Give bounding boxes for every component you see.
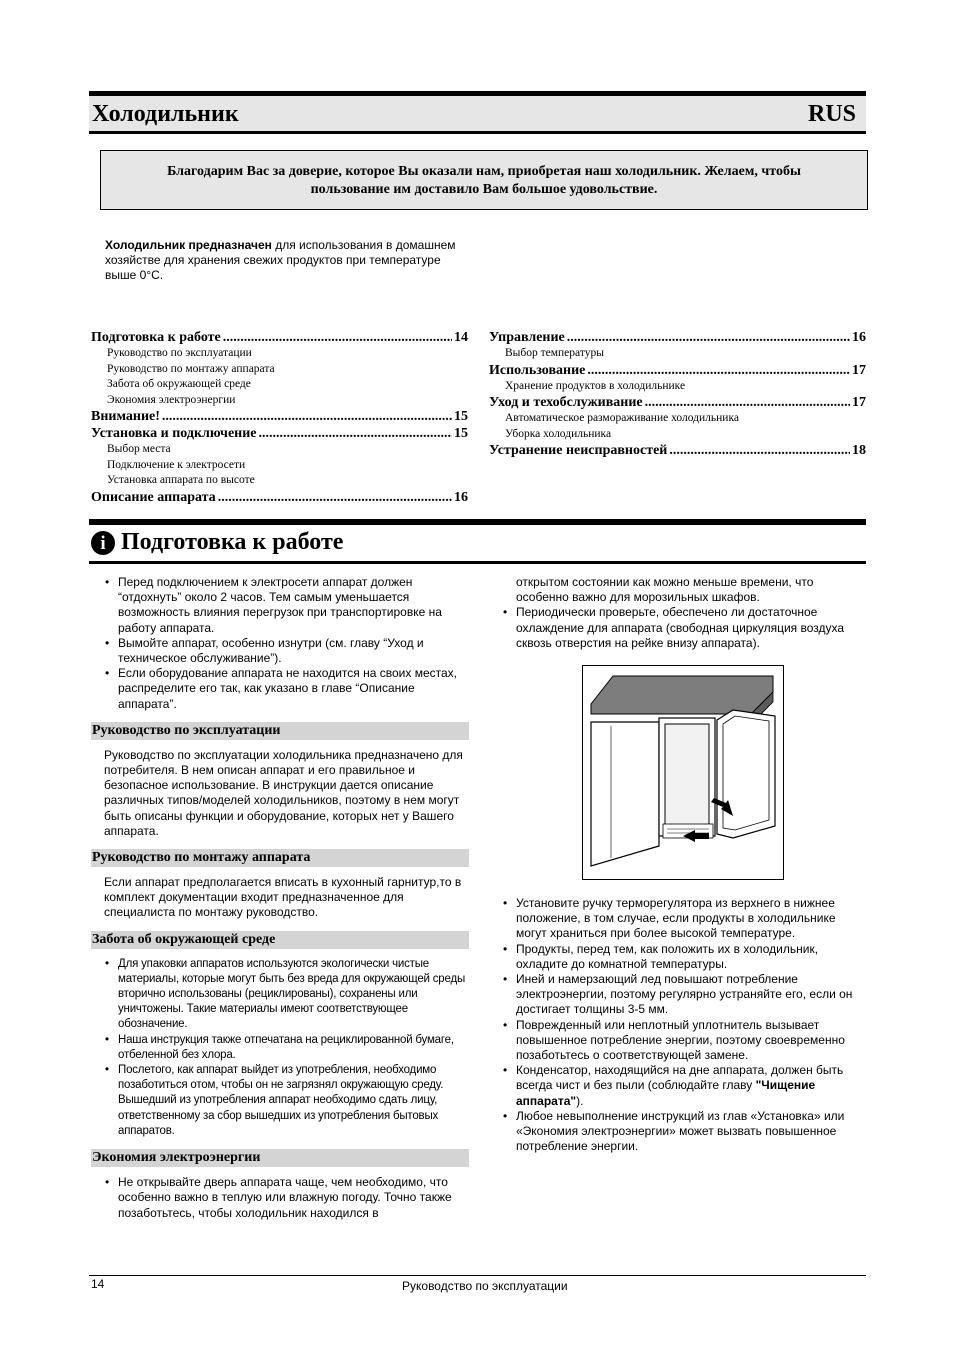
toc-entry-page: 16: [852, 330, 866, 345]
condenser-text: Конденсатор, находящийся на дне аппарата, должен быть всегда чист и без пыли (соблюдайте главу: [516, 1063, 844, 1093]
ventilation-bullet-list: [489, 605, 866, 651]
toc-subentry: Руководство по эксплуатации: [107, 347, 252, 359]
toc-leader-dots: [162, 408, 452, 425]
install-manual-text: Если аппарат предполагается вписать в кухонный гарнитур,то в комплект документации входит предназначенное для специалиста по монтажу руководство.: [104, 875, 462, 920]
toc-entry-title: Подготовка к работе: [91, 330, 221, 345]
language-code: RUS: [807, 101, 856, 127]
toc-subentry: Выбор температуры: [505, 347, 604, 359]
toc-entry-title: Уход и техобслуживание: [489, 395, 643, 410]
page-title: Холодильник: [92, 101, 239, 127]
toc-subentry: Хранение продуктов в холодильнике: [505, 379, 686, 392]
toc-entry: [91, 489, 468, 506]
subheading-install-manual: Руководство по монтажу аппарата: [91, 849, 469, 867]
bullet-item: • Продукты, перед тем, как положить их в холодильник, охладите до комнатной температуры.: [489, 942, 866, 972]
toc-subentry: Руководство по монтажу аппарата: [107, 362, 275, 375]
toc-entry-page: 18: [852, 443, 866, 458]
toc-entry-page: 14: [454, 330, 468, 345]
thanks-box: [100, 150, 868, 210]
toc-entry-title: Внимание!: [91, 409, 160, 424]
bullet-item: • Периодически проверьте, обеспечено ли достаточное охлаждение для аппарата (свободная циркуляция воздуха сквозь отверстия на рейке внизу аппарата).: [489, 605, 866, 651]
fridge-drawing: [583, 666, 783, 879]
bullet-item-condenser: [489, 1063, 866, 1109]
chapter-reference: "Чищение аппарата": [516, 1078, 816, 1108]
bullet-item: • Поврежденный или неплотный уплотнитель вызывает повышенное потребление энергии, поэтому своевременно позаботьтесь о соответствующей замене.: [489, 1018, 866, 1064]
subheading-user-manual: Руководство по эксплуатации: [91, 722, 469, 740]
energy-tips-bullet-list: [489, 896, 866, 1154]
bullet-item: • Если оборудование аппарата не находится на своих местах, распределите его так, как указано в главе “Описание аппарата”.: [91, 666, 469, 712]
subheading-energy-saving: Экономия электроэнергии: [91, 1149, 469, 1167]
environment-bullet-list: [91, 957, 469, 1139]
toc-subentry: Выбор места: [107, 443, 171, 455]
toc-entry: [91, 408, 468, 425]
toc-entry-title: Описание аппарата: [91, 489, 216, 505]
toc-entry-page: 16: [454, 489, 468, 505]
user-manual-text: Руководство по эксплуатации холодильника предназначено для потребителя. В нем описан аппарат и его правильное и безопасное использование. В инструкции дается описание различных типов/моделей холодильников, поэтому в нем могут быть описаны функции и оборудование, которых нет у Вашего аппарата.: [104, 747, 463, 838]
toc-left-column: [91, 329, 468, 506]
toc-subentry: Установка аппарата по высоте: [107, 474, 255, 486]
toc-leader-dots: [223, 329, 452, 346]
toc-entry-title: Устранение неисправностей: [489, 443, 668, 458]
toc-entry-page: 17: [852, 395, 866, 410]
subheading-environment: Забота об окружающей среде: [91, 931, 469, 949]
toc-entry: [489, 362, 866, 379]
right-column-bottom: [489, 896, 866, 1154]
page-number: 14: [91, 1277, 105, 1291]
continued-text: открытом состоянии как можно меньше времени, что особенно важно для морозильных шкафов.: [516, 575, 814, 605]
bullet-item: • Для упаковки аппаратов используются экологически чистые материалы, которые могут быть без вреда для окружающей среды вторично использованы (рециклированы), сохранены или уничтожены. Такие материалы имеют соответствующее обозначение.: [91, 957, 469, 1033]
toc-leader-dots: [645, 394, 850, 411]
bullet-item: • Перед подключением к электросети аппарат должен “отдохнуть” около 2 часов. Тем самым уменьшается возможность влияния перегрузок при транспортировке на работу аппарата.: [91, 575, 469, 636]
toc-entry: [91, 425, 468, 442]
toc-entry-page: 15: [454, 409, 468, 424]
footer-text: Руководство по эксплуатации: [402, 1279, 568, 1293]
bullet-item: • Вымойте аппарат, особенно изнутри (см. главу “Уход и техническое обслуживание”).: [91, 636, 469, 666]
toc-leader-dots: [567, 329, 850, 346]
info-icon: i: [91, 531, 115, 555]
toc-right-column: [489, 329, 866, 459]
toc-entry-page: 15: [454, 426, 468, 441]
toc-entry-title: Использование: [489, 362, 586, 378]
right-column-top: [489, 575, 866, 651]
energy-bullet-list: [91, 1175, 469, 1221]
bullet-item: • Установите ручку терморегулятора из верхнего в нижнее положение, в том случае, если продукты в холодильнике могут храниться при более высокой температуре.: [489, 896, 866, 942]
intro-rest: для использования в домашнем хозяйстве для хранения свежих продуктов при температуре выше 0°C.: [105, 238, 456, 282]
toc-leader-dots: [218, 489, 452, 506]
toc-entry: [489, 394, 866, 411]
toc-subentry: Уборка холодильника: [505, 427, 612, 440]
toc-subentry: Подключение к электросети: [107, 458, 246, 471]
toc-subentry: Автоматическое размораживание холодильника: [505, 412, 739, 424]
header-bar: [89, 91, 866, 134]
toc-leader-dots: [259, 425, 452, 442]
bullet-item: • Любое невыполнение инструкций из глав «Установка» или «Экономия электроэнергии» может вызвать повышенное потребление энергии.: [489, 1109, 866, 1155]
section-header: [89, 519, 866, 564]
left-column: [91, 575, 469, 1221]
intro-text: [105, 238, 470, 283]
toc-entry: [91, 329, 468, 346]
toc-entry: [489, 329, 866, 346]
toc-subentry: Забота об окружающей среде: [107, 378, 251, 390]
section-title: Подготовка к работе: [121, 529, 344, 555]
bullet-item: • Иней и намерзающий лед повышают потребление электроэнергии, поэтому регулярно устраняйте его, если он достигает толщины 3-5 мм.: [489, 972, 866, 1018]
condenser-text-end: ).: [576, 1093, 584, 1108]
bullet-item: • Послетого, как аппарат выйдет из употребления, необходимо позаботиться отом, чтобы он не загрязнял окружающую среду. Вышедший из употребления аппарат необходимо сдать лицу, ответственному за сбор вышедших из употребления бытовых аппаратов.: [91, 1063, 469, 1139]
thanks-line-2: пользование им доставило Вам большое удовольствие.: [310, 182, 658, 197]
intro-bold: Холодильник предназначен: [105, 238, 272, 252]
toc-leader-dots: [669, 442, 850, 459]
bullet-item: • Наша инструкция также отпечатана на рециклированной бумаге, отбеленной без хлора.: [91, 1033, 469, 1063]
toc-entry-title: Управление: [489, 330, 565, 345]
thanks-line-1: Благодарим Вас за доверие, которое Вы оказали нам, приобретая наш холодильник. Желаем, чтобы: [167, 164, 801, 179]
toc-leader-dots: [587, 362, 850, 379]
bullet-item: • Не открывайте дверь аппарата чаще, чем необходимо, что особенно важно в теплую или влажную погоду. Точно также позаботьтесь, чтобы холодильник находился в: [91, 1175, 469, 1221]
toc-entry-page: 17: [852, 362, 866, 378]
footer-rule: [89, 1275, 866, 1276]
toc-subentry: Экономия электроэнергии: [107, 393, 236, 406]
toc-entry-title: Установка и подключение: [91, 426, 257, 441]
toc-entry: [489, 442, 866, 459]
prep-bullet-list: [91, 575, 469, 712]
fridge-illustration: [582, 665, 784, 880]
